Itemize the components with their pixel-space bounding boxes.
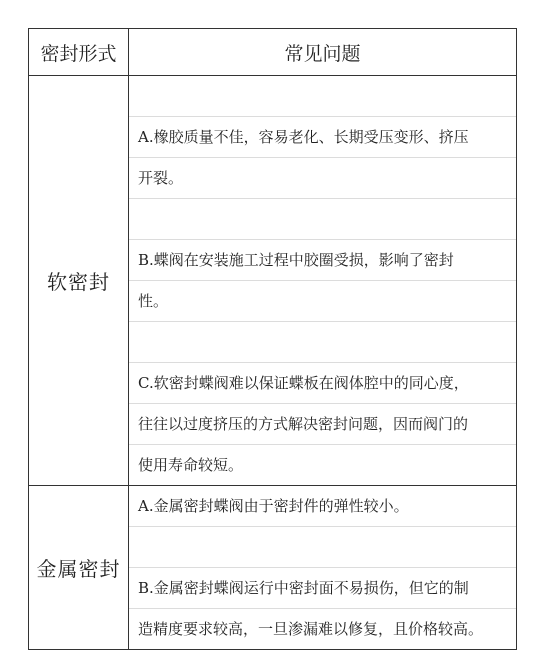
seal-issues-table xyxy=(28,28,517,650)
text-line: 往往以过度挤压的方式解决密封问题，因而阀门的 xyxy=(129,404,516,445)
text-line: C.软密封蝶阀难以保证蝶板在阀体腔中的同心度， xyxy=(129,363,516,404)
table-row-metal-seal xyxy=(29,486,517,650)
header-common-issues: 常见问题 xyxy=(129,29,517,76)
header-seal-type: 密封形式 xyxy=(29,29,129,76)
issues-metal-seal xyxy=(129,486,517,650)
text-line: 开裂。 xyxy=(129,158,516,199)
text-line: 使用寿命较短。 xyxy=(138,456,244,474)
text-line xyxy=(129,76,516,117)
text-line: 性。 xyxy=(129,281,516,322)
text-line xyxy=(129,199,516,240)
header-row xyxy=(29,29,517,76)
text-line xyxy=(129,322,516,363)
seal-type-metal: 金属密封 xyxy=(29,486,129,650)
text-line: 造精度要求较高，一旦渗漏难以修复，且价格较高。 xyxy=(138,620,484,638)
text-line: A.橡胶质量不佳，容易老化、长期受压变形、挤压 xyxy=(129,117,516,158)
text-line: B.蝶阀在安装施工过程中胶圈受损，影响了密封 xyxy=(129,240,516,281)
text-line: B.金属密封蝶阀运行中密封面不易损伤，但它的制 xyxy=(129,568,516,609)
issues-soft-seal xyxy=(129,76,517,486)
text-line: A.金属密封蝶阀由于密封件的弹性较小。 xyxy=(129,486,516,527)
seal-type-soft: 软密封 xyxy=(29,76,129,486)
table-row-soft-seal xyxy=(29,76,517,486)
text-line xyxy=(129,527,516,568)
